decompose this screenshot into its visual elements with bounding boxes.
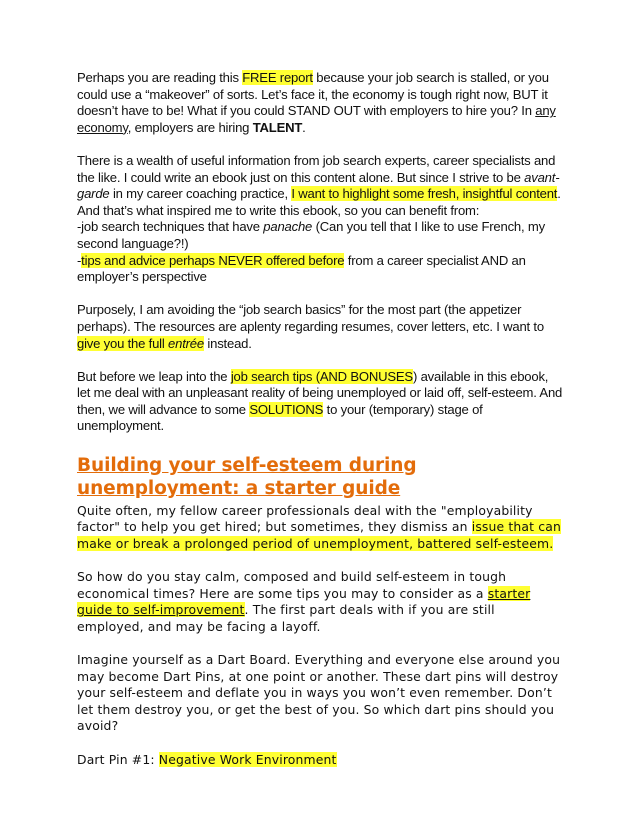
document-page xyxy=(77,70,563,768)
underlined-any-economy: any economy xyxy=(77,103,556,135)
text-span: because your job search is stalled, or you could use a “makeover” of sorts. Let’s face it, the economy is tough right now, BUT it doesn’t have to be! What if you could STAND OUT with employers to hire you? In xyxy=(77,70,549,119)
section-heading: Building your self-esteem during unemployment: a starter guide xyxy=(77,455,417,499)
text-span: (Can you tell that I like to use French, my second language?!) xyxy=(77,219,545,251)
italic-avant-garde: avant-garde xyxy=(77,169,560,202)
text-span: . The first part deals with if you are still employed, and may be facing a layoff. xyxy=(77,602,495,634)
text-span: Quite often, my fellow career professionals deal with the "employability factor" to help you get hired; but sometimes, they dismiss an xyxy=(77,502,533,535)
purposely-paragraph xyxy=(77,302,563,352)
dart-board-paragraph: Imagine yourself as a Dart Board. Everything and everyone else around you may become Dart Pins, at one point or another. These dart pins will destroy your self-esteem and deflate you in ways you won’t even remember. Don’t let them destroy you, or get the best of you. So which dart pins should you avoid? xyxy=(77,652,561,734)
text-span: But before we leap into the xyxy=(77,368,231,384)
highlight-job-search-tips: job search tips (AND BONUSES xyxy=(230,368,413,384)
text-span: . And that’s what inspired me to write this ebook, so you can benefit from: xyxy=(77,186,561,218)
stay-calm-paragraph xyxy=(77,569,563,635)
text-span: - xyxy=(77,252,82,268)
text-span: So how do you stay calm, composed and build self-esteem in tough economical times? Here are some tips you may to consider as a xyxy=(77,569,507,601)
italic-entree: entrée xyxy=(168,335,204,351)
leap-paragraph xyxy=(77,369,563,435)
quite-often-paragraph xyxy=(77,503,563,553)
text-span: to your (temporary) stage of unemployment. xyxy=(77,401,483,434)
highlight-full-entree xyxy=(77,336,204,351)
text-span: , employers are hiring xyxy=(127,119,253,135)
wealth-paragraph xyxy=(77,153,563,286)
text-span: Purposely, I am avoiding the “job search basics” for the most part (the appetizer perhaps). The resources are aplenty regarding resumes, cover letters, etc. I want to xyxy=(77,302,544,334)
text-span: . xyxy=(302,119,306,135)
text-span: give you the full xyxy=(77,335,169,351)
text-span: There is a wealth of useful information from job search experts, career specialists and the like. I could write an ebook just on this content alone. But since I strive to be xyxy=(77,152,556,185)
text-span: Dart Pin #1: xyxy=(77,751,159,767)
text-span: Perhaps you are reading this xyxy=(77,70,243,85)
text-span: instead. xyxy=(203,335,252,351)
highlight-free-report: FREE report xyxy=(242,70,313,85)
intro-paragraph xyxy=(77,70,563,136)
highlight-starter-guide: starter guide to self-improvement xyxy=(77,585,531,618)
highlight-negative-work-environment: Negative Work Environment xyxy=(158,751,337,767)
text-span: -job search techniques that have xyxy=(77,219,264,235)
text-span: in my career coaching practice, xyxy=(109,186,292,202)
highlight-fresh-content: I want to highlight some fresh, insightful content xyxy=(291,186,558,202)
italic-panache: panache xyxy=(263,219,313,235)
text-span: from a career specialist AND an employer’s perspective xyxy=(77,252,526,285)
dart-pin-paragraph xyxy=(77,752,563,769)
highlight-solutions: SOLUTIONS xyxy=(249,401,324,417)
highlight-battered-self-esteem: issue that can make or break a prolonged period of unemployment, battered self-esteem. xyxy=(77,519,561,551)
bold-talent: TALENT xyxy=(252,119,303,135)
text-span: ) available in this ebook, let me deal with an unpleasant reality of being unemployed or laid off, self-esteem. And then, we will advance to some xyxy=(77,368,563,417)
highlight-tips-advice: tips and advice perhaps NEVER offered before xyxy=(81,252,345,268)
